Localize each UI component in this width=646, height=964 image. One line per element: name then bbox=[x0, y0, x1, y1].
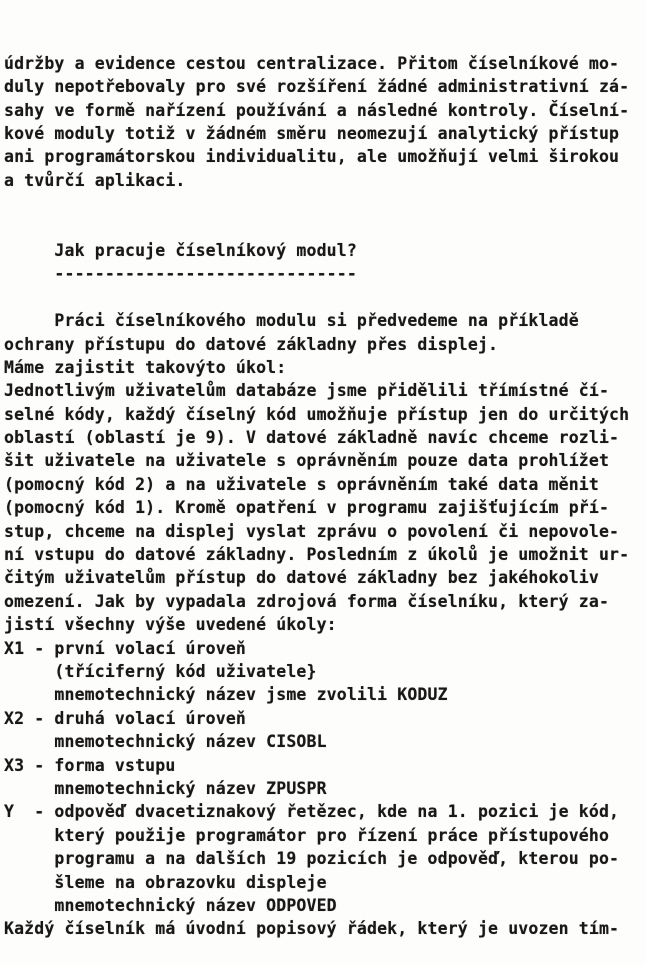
text-line: X3 - forma vstupu bbox=[4, 755, 176, 775]
text-line: mnemotechnický název CISOBL bbox=[4, 732, 327, 752]
text-line: Y - odpověď dvacetiznakový řetězec, kde na 1. pozici je kód, bbox=[4, 802, 620, 822]
text-line: jistí všechny výše uvedené úkoly: bbox=[4, 615, 337, 635]
intro-paragraph bbox=[4, 52, 646, 192]
text-line: oblastí (oblastí je 9). V datové základně navíc chceme rozli- bbox=[4, 428, 620, 448]
text-line: a tvůrčí aplikaci. bbox=[4, 170, 186, 190]
text-line: šit uživatele na uživatele s oprávněním pouze data prohlížet bbox=[4, 451, 610, 471]
text-line: šleme na obrazovku displeje bbox=[4, 872, 327, 892]
page-text bbox=[4, 52, 646, 941]
text-line: duly nepotřebovaly pro své rozšíření žádné administrativní zá- bbox=[4, 77, 630, 97]
text-line: ani programátorskou individualitu, ale umožňují velmi širokou bbox=[4, 147, 620, 167]
text-line: kové moduly totiž v žádném směru neomezují analytický přístup bbox=[4, 123, 620, 143]
text-line: ní vstupu do datové základny. Posledním z úkolů je umožnit ur- bbox=[4, 545, 630, 565]
variable-definition-list bbox=[4, 637, 646, 918]
text-line: X2 - druhá volací úroveň bbox=[4, 708, 247, 728]
text-line: programu a na dalších 19 pozicích je odpověď, kterou po- bbox=[4, 849, 620, 869]
text-line: Jak pracuje číselníkový modul? bbox=[4, 240, 357, 260]
text-line: stup, chceme na displej vyslat zprávu o povolení či nepovole- bbox=[4, 521, 620, 541]
text-line: Práci číselníkového modulu si předvedeme na příkladě bbox=[4, 311, 579, 331]
closing-paragraph bbox=[4, 917, 646, 940]
text-line: údržby a evidence cestou centralizace. Přitom číselníkové mo- bbox=[4, 53, 620, 73]
text-line: Každý číselník má úvodní popisový řádek, který je uvozen tím- bbox=[4, 919, 620, 939]
text-line: ------------------------------ bbox=[4, 264, 357, 284]
text-line: (pomocný kód 2) a na uživatele s oprávněním také data měnit bbox=[4, 474, 599, 494]
text-line: mnemotechnický název ODPOVED bbox=[4, 895, 337, 915]
text-line: mnemotechnický název jsme zvolili KODUZ bbox=[4, 685, 448, 705]
section-heading bbox=[4, 239, 646, 286]
text-line: selné kódy, každý číselný kód umožňuje přístup jen do určitých bbox=[4, 404, 630, 424]
text-line: mnemotechnický název ZPUSPR bbox=[4, 778, 327, 798]
text-line: Máme zajistit takovýto úkol: bbox=[4, 357, 287, 377]
text-line: čitým uživatelům přístup do datové základny bez jakéhokoliv bbox=[4, 568, 599, 588]
text-line: (pomocný kód 1). Kromě opatření v programu zajišťujícím pří- bbox=[4, 498, 610, 518]
text-line: ochrany přístupu do datové základny přes displej. bbox=[4, 334, 499, 354]
text-line: (tříciferný kód uživatele} bbox=[4, 661, 317, 681]
text-line: který použije programátor pro řízení práce přístupového bbox=[4, 825, 610, 845]
text-line: sahy ve formě nařízení používání a následné kontroly. Číselní- bbox=[4, 100, 630, 120]
text-line: omezení. Jak by vypadala zdrojová forma číselníku, který za- bbox=[4, 591, 610, 611]
task-paragraph bbox=[4, 309, 646, 636]
text-line: Jednotlivým uživatelům databáze jsme přidělili třímístné čí- bbox=[4, 381, 610, 401]
text-line: X1 - první volací úroveň bbox=[4, 638, 247, 658]
